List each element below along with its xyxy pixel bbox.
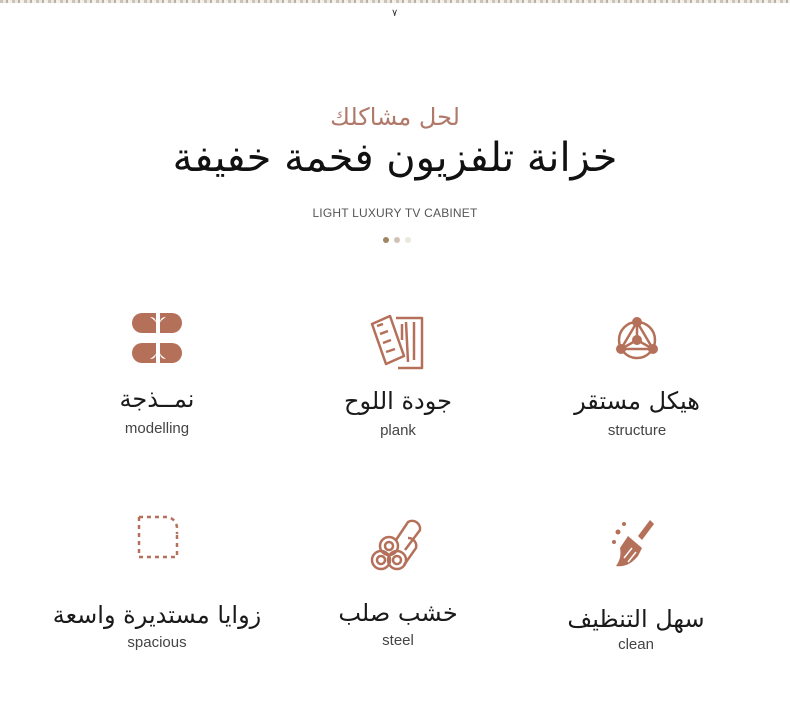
feature-arabic-label: زوايا مستديرة واسعة [52, 601, 262, 629]
feature-clean [526, 518, 746, 653]
feature-arabic-label: نمــذجة [119, 385, 195, 413]
dot [394, 237, 400, 243]
feature-structure [527, 314, 747, 439]
page-title: خزانة تلفزيون فخمة خفيفة [172, 135, 618, 181]
feature-english-label: clean [618, 636, 654, 653]
dot [405, 237, 411, 243]
pagination-dots [383, 237, 411, 243]
wood-plank-icon [368, 312, 428, 370]
english-title: LIGHT LUXURY TV CABINET [312, 206, 478, 220]
feature-arabic-label: جودة اللوح [344, 387, 452, 415]
feature-spacious [47, 514, 267, 651]
feature-english-label: structure [607, 422, 667, 439]
clover-icon [131, 312, 183, 364]
feature-arabic-label: سهل التنظيف [567, 605, 705, 633]
dot-active [383, 237, 389, 243]
feature-english-label: modelling [124, 420, 190, 437]
feature-english-label: plank [380, 422, 416, 439]
dashed-corner-square-icon [134, 514, 180, 560]
molecule-structure-icon [612, 314, 662, 364]
feature-steel [288, 514, 508, 649]
feature-arabic-label: هيكل مستقر [574, 387, 700, 415]
logs-icon [368, 514, 428, 574]
top-mark: ٧ [392, 8, 398, 19]
feature-arabic-label: خشب صلب [338, 599, 458, 627]
broom-icon [610, 518, 662, 570]
feature-english-label: spacious [127, 634, 187, 651]
feature-plank [288, 312, 508, 439]
top-decorative-strip [0, 0, 790, 3]
feature-english-label: steel [382, 632, 414, 649]
subtitle: لحل مشاكلك [330, 103, 460, 131]
feature-modelling [47, 312, 267, 437]
